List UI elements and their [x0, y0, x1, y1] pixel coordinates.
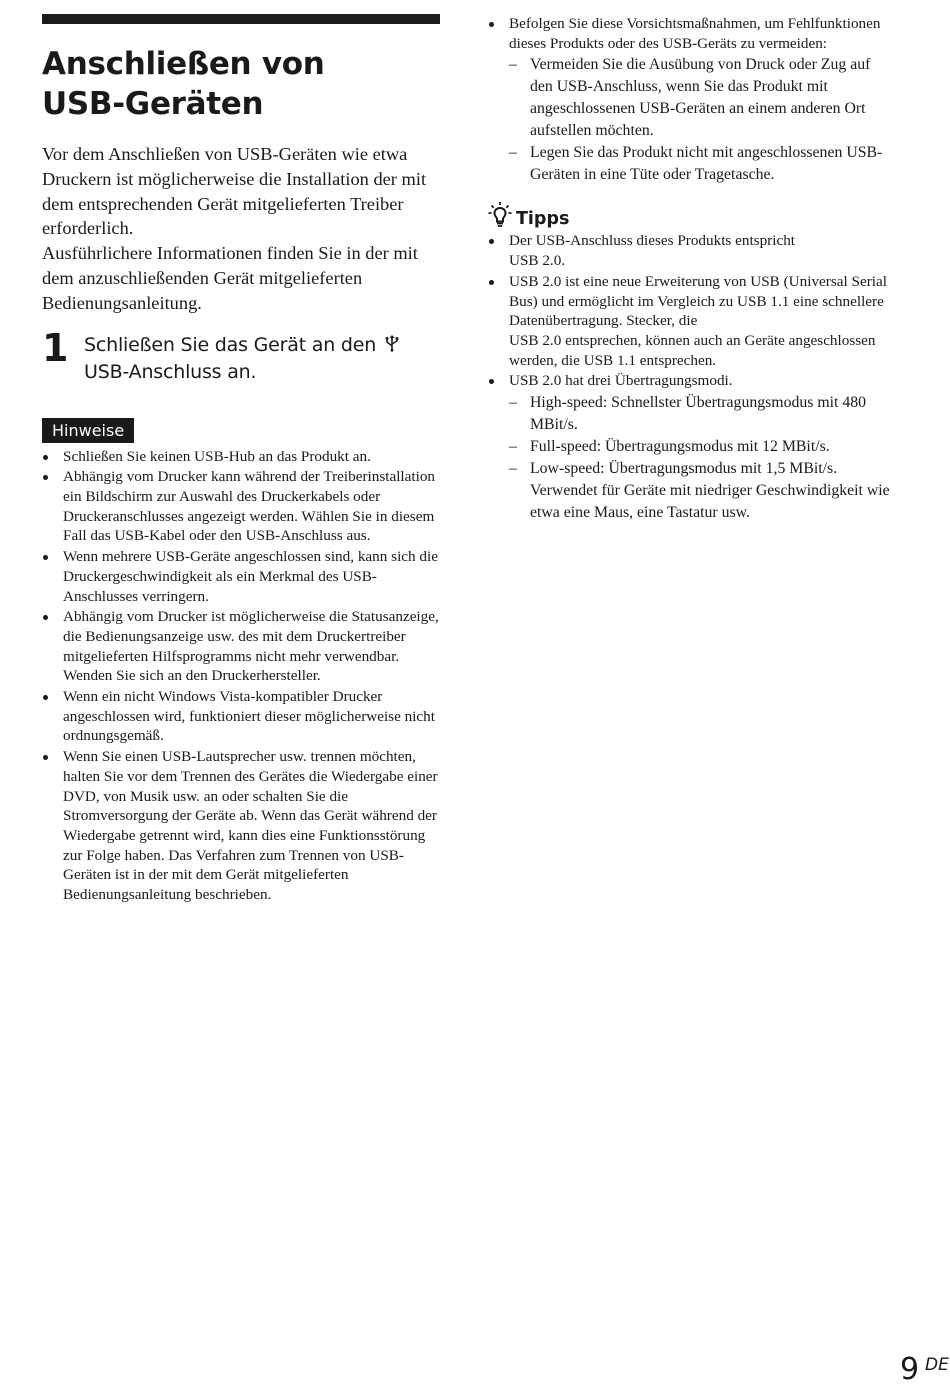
precaution-sublist: [509, 54, 893, 186]
tip-text: USB 2.0 entsprechen, können auch an Geräte angeschlossen werden, die USB 1.1 entsprechen.: [509, 331, 876, 369]
tip-item: [488, 272, 893, 371]
lightbulb-icon: [488, 201, 512, 229]
step-instruction: [84, 332, 444, 386]
right-column: [488, 14, 893, 525]
title-line-2: USB-Geräten: [42, 86, 264, 122]
note-item: Abhängig vom Drucker ist möglicherweise die Statusanzeige, die Bedienungsanzeige usw. des mit dem Druckertreiber mitgelieferten Hilfsprogramms nicht mehr verwendbar. Wenden Sie sich an den Druckerhersteller.: [42, 607, 440, 686]
precaution-text: Befolgen Sie diese Vorsichtsmaßnahmen, um Fehlfunktionen dieses Produkts oder des USB-Geräts zu vermeiden:: [509, 15, 881, 52]
modes-sublist: [509, 392, 893, 524]
step-text-before: Schließen Sie das Gerät an den: [84, 333, 377, 356]
note-item: Wenn ein nicht Windows Vista-kompatibler Drucker angeschlossen wird, funktioniert dieser möglicherweise nicht ordnungsgemäß.: [42, 687, 440, 746]
left-column: [42, 14, 440, 906]
precaution-item: [488, 14, 893, 186]
usb-icon: [384, 334, 400, 352]
tips-list: [488, 231, 893, 524]
step-1: [42, 326, 440, 394]
mode-item: – Full-speed: Übertragungsmodus mit 12 MBit/s.: [509, 436, 893, 458]
mode-item: – High-speed: Schnellster Übertragungsmodus mit 480 MBit/s.: [509, 392, 893, 436]
mode-item: – Low-speed: Übertragungsmodus mit 1,5 MBit/s. Verwendet für Geräte mit niedriger Geschwindigkeit wie etwa eine Maus, eine Tastatur usw.: [509, 458, 893, 524]
note-item: Abhängig vom Drucker kann während der Treiberinstallation ein Bildschirm zur Auswahl des Druckerkabels oder Druckeranschlusses angezeigt werden. Wählen Sie in diesem Fall das USB-Kabel oder den USB-Anschluss aus.: [42, 467, 440, 546]
precautions-list: [488, 14, 893, 186]
note-item: Wenn mehrere USB-Geräte angeschlossen sind, kann sich die Druckergeschwindigkeit als ein Merkmal des USB-Anschlusses verringern.: [42, 547, 440, 606]
note-item: Schließen Sie keinen USB-Hub an das Produkt an.: [42, 447, 440, 467]
page-language: DE: [925, 1355, 949, 1375]
tips-heading: [488, 201, 893, 229]
intro-text: [42, 142, 440, 316]
note-item: Wenn Sie einen USB-Lautsprecher usw. trennen möchten, halten Sie vor dem Trennen des Gerätes die Wiedergabe einer DVD, von Musik usw. an oder schalten Sie die Stromversorgung der Geräte ab. Wenn das Gerät während der Wiedergabe getrennt wird, kann dies eine Funktionsstörung zur Folge haben. Das Verfahren zum Trennen von USB-Geräten ist in der mit dem Gerät mitgelieferten Bedienungsanleitung beschrieben.: [42, 747, 440, 905]
title-line-1: Anschließen von: [42, 46, 325, 82]
tip-text: Der USB-Anschluss dieses Produkts entspricht: [509, 232, 796, 250]
tip-text: USB 2.0 ist eine neue Erweiterung von USB (Universal Serial Bus) und ermöglicht im Vergleich zu USB 1.1 eine schnellere Datenübertragung. Stecker, die: [509, 272, 887, 330]
tip-text: USB 2.0.: [509, 252, 566, 270]
step-text-after: USB-Anschluss an.: [84, 360, 257, 383]
step-number: 1: [42, 325, 69, 370]
precaution-subitem: – Vermeiden Sie die Ausübung von Druck oder Zug auf den USB-Anschluss, wenn Sie das Produkt mit angeschlossenen USB-Geräten an einem anderen Ort aufstellen möchten.: [509, 54, 893, 142]
notes-list: [42, 447, 440, 905]
page-title: [42, 44, 440, 124]
tip-text: USB 2.0 hat drei Übertragungsmodi.: [509, 372, 733, 390]
precaution-subitem: – Legen Sie das Produkt nicht mit angeschlossenen USB-Geräten in eine Tüte oder Tragetasche.: [509, 142, 893, 186]
tips-label: Tipps: [516, 209, 570, 230]
tip-item: [488, 371, 893, 524]
intro-paragraph: Ausführlichere Informationen finden Sie in der mit dem anzuschließenden Gerät mitgelieferten Bedienungsanleitung.: [42, 243, 418, 313]
intro-paragraph: Vor dem Anschließen von USB-Geräten wie etwa Druckern ist möglicherweise die Installation der mit dem entsprechenden Gerät mitgelieferten Treiber erforderlich.: [42, 144, 427, 239]
tip-item: [488, 231, 893, 270]
header-rule: [42, 14, 440, 24]
notes-label: Hinweise: [42, 418, 134, 443]
page-number: 9: [900, 1352, 920, 1387]
